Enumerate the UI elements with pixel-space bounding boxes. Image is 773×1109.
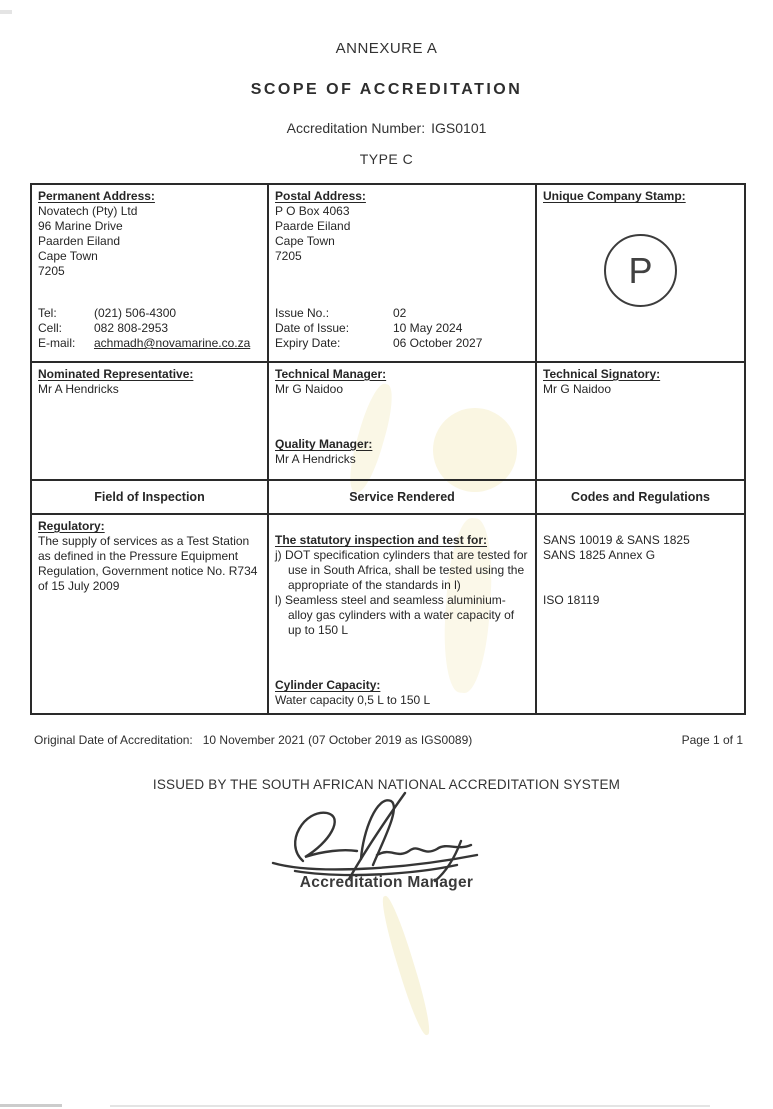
nominated-representative-heading: Nominated Representative: <box>38 367 194 381</box>
issue-no-value: 02 <box>393 306 407 320</box>
issue-row <box>275 321 529 336</box>
technical-signatory-cell <box>536 362 745 480</box>
contact-row <box>38 321 261 336</box>
address-line: Paarde Eiland <box>275 219 351 233</box>
tel-label: Tel: <box>38 306 57 320</box>
company-stamp-heading: Unique Company Stamp: <box>543 189 686 203</box>
company-stamp-cell <box>536 184 745 362</box>
field-of-inspection-header: Field of Inspection <box>31 480 268 514</box>
date-of-issue-value: 10 May 2024 <box>393 321 463 335</box>
issue-row <box>275 336 529 351</box>
address-line: P O Box 4063 <box>275 204 350 218</box>
postal-address-heading: Postal Address: <box>275 189 366 203</box>
address-line: Novatech (Pty) Ltd <box>38 204 138 218</box>
original-date-row <box>34 733 743 747</box>
codes-cell <box>536 514 745 714</box>
address-row <box>31 184 745 362</box>
codes-regulations-header: Codes and Regulations <box>536 480 745 514</box>
issue-details-block <box>275 306 529 351</box>
contact-row <box>38 336 261 351</box>
accreditation-table <box>30 183 744 715</box>
original-date-value: 10 November 2021 (07 October 2019 as IGS0089) <box>202 733 473 747</box>
cylinder-capacity-heading: Cylinder Capacity: <box>275 678 381 692</box>
code-line: SANS 10019 & SANS 1825 <box>543 533 690 547</box>
service-rendered-cell <box>268 514 536 714</box>
scope-header-row <box>31 480 745 514</box>
signature-image <box>265 791 485 886</box>
service-item: l) Seamless steel and seamless aluminium-alloy gas cylinders with a water capacity of up to 150 L <box>275 593 515 637</box>
scope-content-row <box>31 514 745 714</box>
regulatory-body: The supply of services as a Test Station as defined in the Pressure Equipment Regulation, Government notice No. R734 of 15 July 2009 <box>38 534 258 593</box>
service-rendered-header: Service Rendered <box>268 480 536 514</box>
annexure-label: ANNEXURE A <box>335 40 438 57</box>
page-indicator: Page 1 of 1 <box>681 733 743 747</box>
codes-block <box>543 533 738 608</box>
original-date-line <box>34 733 472 747</box>
address-line: 7205 <box>275 249 302 263</box>
issued-by-line: ISSUED BY THE SOUTH AFRICAN NATIONAL ACCREDITATION SYSTEM <box>152 777 621 792</box>
permanent-address-heading: Permanent Address: <box>38 189 155 203</box>
technical-signatory-heading: Technical Signatory: <box>543 367 661 381</box>
address-line: 7205 <box>38 264 65 278</box>
scan-artifact <box>110 1105 710 1107</box>
address-line: Cape Town <box>275 234 335 248</box>
company-stamp-letter: P <box>628 250 653 291</box>
representatives-row <box>31 362 745 480</box>
address-line: Cape Town <box>38 249 98 263</box>
postal-address-cell <box>268 184 536 362</box>
expiry-date-label: Expiry Date: <box>275 336 341 350</box>
code-line: ISO 18119 <box>543 593 600 607</box>
cell-label: Cell: <box>38 321 63 335</box>
tel-value: (021) 506-4300 <box>94 306 177 320</box>
quality-manager-name: Mr A Hendricks <box>275 452 356 466</box>
accreditation-number-value: IGS0101 <box>431 120 487 136</box>
scan-artifact <box>0 1104 62 1107</box>
permanent-address-cell <box>31 184 268 362</box>
watermark-logo-shape <box>377 894 435 1037</box>
regulatory-heading: Regulatory: <box>38 519 105 533</box>
technical-signatory-name: Mr G Naidoo <box>543 382 612 396</box>
address-line: Paarden Eiland <box>38 234 121 248</box>
accreditation-number-line <box>0 120 773 136</box>
quality-manager-heading: Quality Manager: <box>275 437 373 451</box>
issue-no-label: Issue No.: <box>275 306 330 320</box>
original-date-label: Original Date of Accreditation: <box>34 733 193 747</box>
date-of-issue-label: Date of Issue: <box>275 321 350 335</box>
address-line: 96 Marine Drive <box>38 219 123 233</box>
signature-role-label: Accreditation Manager <box>299 874 474 891</box>
accreditation-number-label: Accreditation Number: <box>286 120 426 136</box>
statutory-inspection-heading: The statutory inspection and test for: <box>275 533 488 547</box>
cylinder-capacity-block <box>275 678 529 708</box>
issue-row <box>275 306 529 321</box>
company-stamp-circle <box>604 234 677 307</box>
email-value: achmadh@novamarine.co.za <box>94 336 251 350</box>
technical-manager-cell <box>268 362 536 480</box>
contact-row <box>38 306 261 321</box>
quality-manager-block <box>275 437 529 467</box>
cell-value: 082 808-2953 <box>94 321 169 335</box>
document-title: SCOPE OF ACCREDITATION <box>250 81 523 98</box>
technical-manager-name: Mr G Naidoo <box>275 382 344 396</box>
type-label: TYPE C <box>359 151 414 167</box>
scan-artifact <box>0 10 12 14</box>
nominated-representative-cell <box>31 362 268 480</box>
expiry-date-value: 06 October 2027 <box>393 336 483 350</box>
contact-block <box>38 306 261 351</box>
cylinder-capacity-body: Water capacity 0,5 L to 150 L <box>275 693 431 707</box>
technical-manager-heading: Technical Manager: <box>275 367 387 381</box>
service-item: j) DOT specification cylinders that are tested for use in South Africa, shall be tested using the appropriate of the standards in l) <box>275 548 528 592</box>
regulatory-cell <box>31 514 268 714</box>
code-line: SANS 1825 Annex G <box>543 548 656 562</box>
nominated-representative-name: Mr A Hendricks <box>38 382 119 396</box>
email-label: E-mail: <box>38 336 76 350</box>
